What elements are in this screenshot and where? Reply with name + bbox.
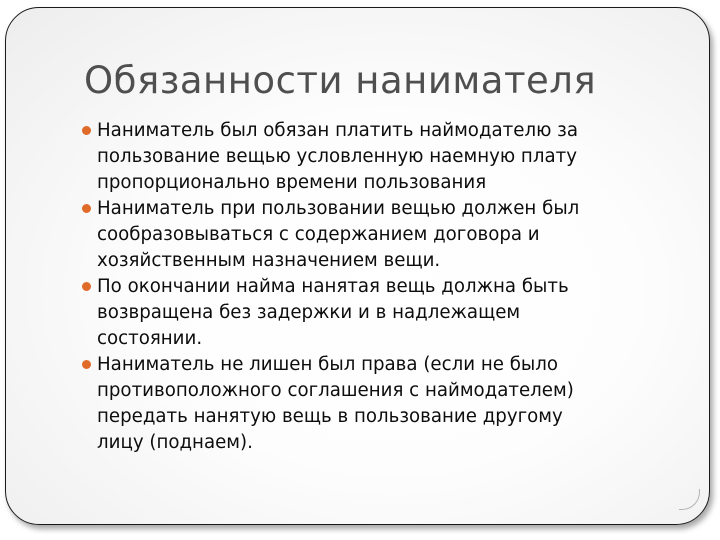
bullet-dot-icon (82, 360, 91, 369)
bullet-text: По окончании найма нанятая вещь должна быть возвращена без задержки и в надлежащем состоянии. (97, 276, 569, 349)
bullet-dot-icon (82, 204, 91, 213)
slide-title: Обязанности нанимателя (84, 59, 597, 102)
bullet-item (80, 352, 680, 456)
page-curl-decoration (679, 489, 700, 510)
bullet-text: Наниматель не лишен был права (если не было противоположного соглашения с наймодателем) передать нанятую вещь в пользование другому лицу (поднаем). (97, 354, 574, 453)
bullet-item (80, 118, 680, 196)
bullet-dot-icon (82, 282, 91, 291)
bullet-item (80, 196, 680, 274)
bullet-list (80, 118, 680, 456)
bullet-item (80, 274, 680, 352)
bullet-text: Наниматель был обязан платить наймодателю за пользование вещью условленную наемную плату пропорционально времени пользования (97, 120, 578, 193)
bullet-dot-icon (82, 126, 91, 135)
bullet-text: Наниматель при пользовании вещью должен был сообразовываться с содержанием договора и хозяйственным назначением вещи. (97, 198, 580, 271)
